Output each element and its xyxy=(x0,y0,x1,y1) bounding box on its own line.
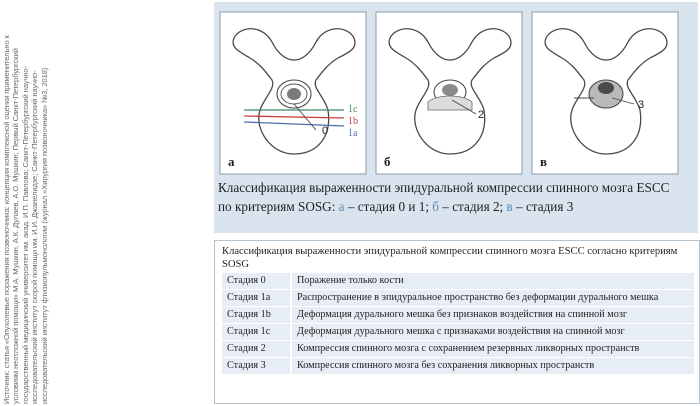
caption-v-text: – стадия 3 xyxy=(512,199,574,214)
table-row xyxy=(222,307,694,323)
description-cell: Деформация дурального мешка с признаками воздействия на спинной мозг xyxy=(290,324,694,340)
label-2: 2 xyxy=(478,109,485,121)
table-row xyxy=(222,290,694,306)
caption-prefix: по критериям SOSG: xyxy=(218,199,339,214)
table-row xyxy=(222,273,694,289)
stage-cell: Стадия 1a xyxy=(222,290,290,306)
label-0: 0 xyxy=(322,125,329,137)
panel-v xyxy=(532,12,678,174)
caption-a: а xyxy=(338,199,345,214)
stage-cell: Стадия 1b xyxy=(222,307,290,323)
table-title: Классификация выраженности эпидуральной компрессии спинного мозга ESCC согласно критериям SOSG xyxy=(222,246,678,270)
label-1b: 1b xyxy=(348,116,358,127)
label-3: 3 xyxy=(638,99,645,111)
caption-b: б xyxy=(432,199,439,214)
panel-b xyxy=(376,12,522,174)
spinal-cord-v xyxy=(598,82,614,94)
stage-cell: Стадия 1c xyxy=(222,324,290,340)
caption-b-text: – стадия 2; xyxy=(439,199,507,214)
description-cell: Распространение в эпидуральное пространство без деформации дурального мешка xyxy=(290,290,694,306)
classification-table xyxy=(214,240,700,404)
caption-a-text: – стадия 0 и 1; xyxy=(344,199,433,214)
description-cell: Компрессия спинного мозга с сохранением резервных ликворных пространств xyxy=(290,341,694,357)
table-row xyxy=(222,324,694,340)
label-1c: 1c xyxy=(348,104,358,115)
source-note xyxy=(0,0,210,406)
source-note-text: Источник: статья «Опухолевые поражения позвоночника: концепция комплексной оценки применительно к условиям неотложной помощи» М.А. Мушкин, А.К. Дулаев, А.О. Мушкин; Первый Санкт-Петербургский государственный медицинский университет им. акад. И.П. Павлова; Санкт-Петербургский научно-исследовательский институт скорой помощи им. И.И. Джанелидзе; Санкт-Петербургский научно-исследовательский институт фтизиопульмонологии (журнал «Хирургия позвоночника» №3, 2018) xyxy=(2,35,49,404)
stage-cell: Стадия 0 xyxy=(222,273,290,289)
caption-line-1: Классификация выраженности эпидуральной компрессии спинного мозга ESCC xyxy=(218,180,670,195)
description-cell: Деформация дурального мешка без признаков воздействия на спинной мозг xyxy=(290,307,694,323)
label-1a: 1a xyxy=(348,128,358,139)
spinal-cord-b xyxy=(442,84,458,96)
panel-b-letter: б xyxy=(384,154,391,169)
description-cell: Поражение только кости xyxy=(290,273,694,289)
stage-cell: Стадия 2 xyxy=(222,341,290,357)
table-grid xyxy=(222,272,694,375)
table-row xyxy=(222,358,694,374)
panel-a xyxy=(220,12,366,174)
table-row xyxy=(222,341,694,357)
caption-v: в xyxy=(506,199,513,214)
panel-a-letter: а xyxy=(228,154,235,169)
panel-v-letter: в xyxy=(540,154,548,169)
caption-line-2 xyxy=(218,197,686,216)
stage-cell: Стадия 3 xyxy=(222,358,290,374)
description-cell: Компрессия спинного мозга без сохранения ликворных пространств xyxy=(290,358,694,374)
figure-caption xyxy=(218,178,686,216)
spinal-cord-a xyxy=(287,88,301,100)
